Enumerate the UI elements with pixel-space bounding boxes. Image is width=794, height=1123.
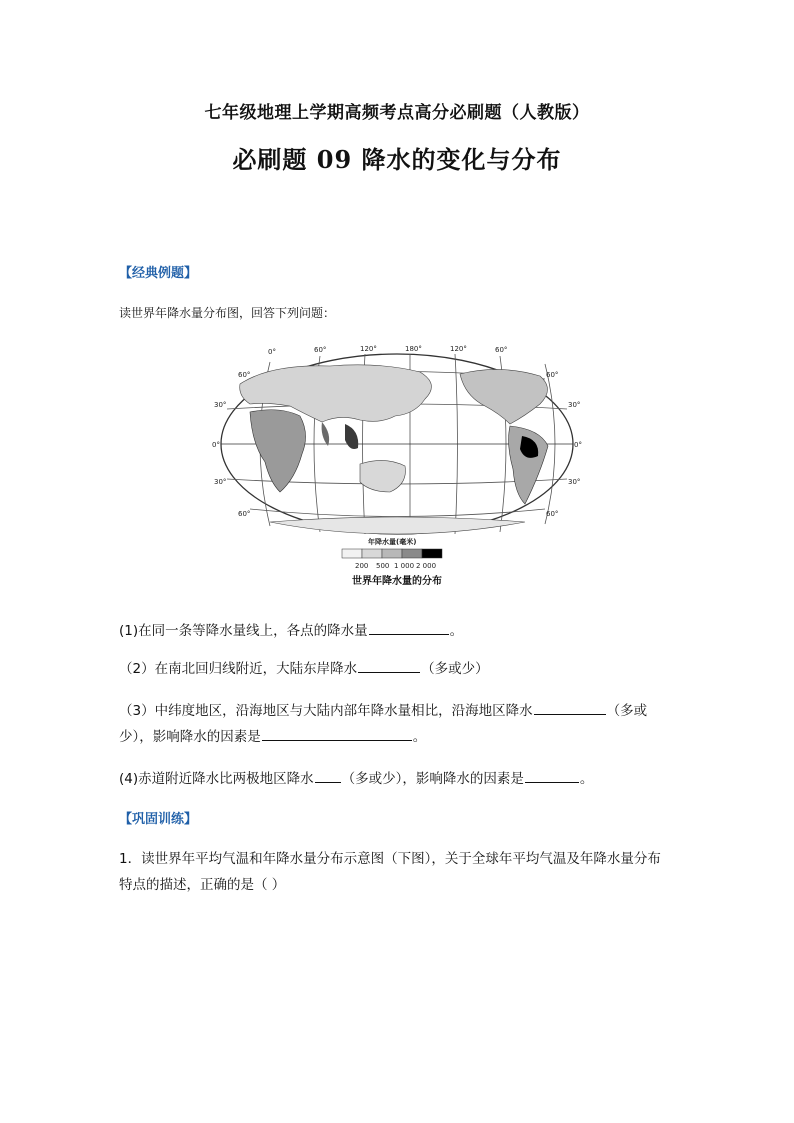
lon-label: 120° (450, 345, 467, 353)
lon-label: 0° (268, 348, 276, 356)
legend-swatch (422, 549, 442, 558)
question-text: （多或 (606, 703, 648, 719)
legend-swatch (402, 549, 422, 558)
question-text: 。 (449, 623, 464, 639)
lat-label-left: 30° (214, 401, 227, 409)
map-legend (342, 537, 442, 570)
document-subtitle: 七年级地理上学期高频考点高分必刷题（人教版） (204, 103, 590, 123)
lat-label-right: 60° (546, 371, 559, 379)
answer-blank[interactable] (262, 726, 412, 741)
legend-tick: 1 000 (394, 562, 415, 570)
question-text: （3）中纬度地区，沿海地区与大陆内部年降水量相比，沿海地区降水 (119, 703, 533, 719)
lat-label-left: 30° (214, 478, 227, 486)
question-text: （多或少），影响降水的因素是 (341, 771, 524, 787)
precipitation-map (210, 344, 585, 590)
section-label-practice: 【巩固训练】 (119, 812, 198, 827)
question-text: (1)在同一条等降水量线上，各点的降水量 (119, 623, 368, 639)
example-intro: 读世界年降水量分布图，回答下列问题： (119, 306, 336, 320)
answer-blank[interactable] (369, 620, 449, 635)
answer-blank[interactable] (315, 768, 341, 783)
answer-blank[interactable] (534, 700, 606, 715)
question-3 (119, 698, 679, 750)
map-caption: 世界年降水量的分布 (352, 576, 442, 587)
lat-label-left: 0° (212, 441, 220, 449)
lat-label-right: 0° (574, 441, 582, 449)
lon-label: 60° (314, 346, 327, 354)
document-title: 必刷题 09 降水的变化与分布 (232, 145, 562, 174)
section-label-example: 【经典例题】 (119, 266, 198, 281)
legend-tick: 500 (376, 562, 390, 570)
practice-question-1 (119, 846, 679, 898)
legend-swatch (362, 549, 382, 558)
question-text: 特点的描述，正确的是（ ） (119, 877, 286, 893)
legend-tick: 2 000 (416, 562, 437, 570)
lat-label-left: 60° (238, 371, 251, 379)
question-text: (4)赤道附近降水比两极地区降水 (119, 771, 314, 787)
question-text: （多或少） (421, 661, 489, 677)
question-text: （2）在南北回归线附近，大陆东岸降水 (119, 661, 358, 677)
lon-label: 120° (360, 345, 377, 353)
legend-title: 年降水量(毫米) (368, 538, 417, 546)
lat-label-right: 30° (568, 401, 581, 409)
lon-label: 180° (405, 345, 422, 353)
answer-blank[interactable] (358, 658, 420, 673)
lat-label-right: 60° (546, 510, 559, 518)
question-4 (119, 766, 679, 792)
question-text: 少），影响降水的因素是 (119, 729, 261, 745)
legend-tick: 200 (355, 562, 369, 570)
legend-swatch (342, 549, 362, 558)
lon-label: 60° (495, 346, 508, 354)
lat-label-right: 30° (568, 478, 581, 486)
legend-swatch (382, 549, 402, 558)
question-text: 1．读世界年平均气温和年降水量分布示意图（下图），关于全球年平均气温及年降水量分布 (119, 851, 661, 867)
lat-label-left: 60° (238, 510, 251, 518)
question-text: 。 (412, 729, 427, 745)
question-1 (119, 618, 679, 644)
question-2 (119, 656, 679, 682)
answer-blank[interactable] (525, 768, 579, 783)
question-text: 。 (579, 771, 594, 787)
